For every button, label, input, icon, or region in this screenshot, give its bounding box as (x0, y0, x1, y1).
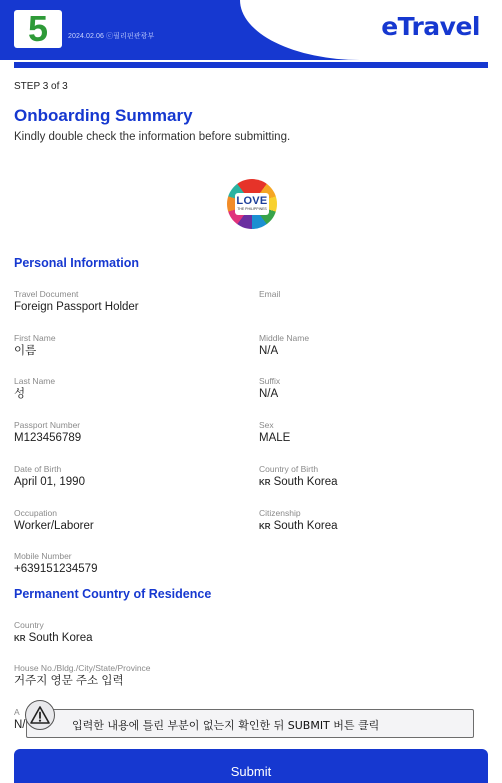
field-label: Last Name (14, 376, 56, 386)
occupation-field (14, 508, 94, 533)
love-the-philippines-logo (227, 179, 277, 229)
field-value: +639151234579 (14, 563, 98, 575)
field-label: House No./Bldg./City/State/Province (14, 663, 151, 673)
field-value: MALE (259, 432, 291, 444)
logo-subtext: THE PHILIPPINES (237, 207, 267, 211)
field-label: Country of Birth (259, 464, 319, 474)
field-label: Citizenship (259, 508, 301, 518)
page-title: Onboarding Summary (14, 106, 193, 125)
step-number: 5 (27, 8, 49, 49)
field-value: N/ (14, 719, 26, 731)
country-name: South Korea (273, 520, 338, 532)
country-name: South Korea (28, 632, 93, 644)
notice-text: 입력한 내용에 틀린 부분이 없는지 확인한 뒤 SUBMIT 버튼 클릭 (72, 719, 380, 732)
country-code: KR (259, 478, 271, 487)
field-value (259, 475, 338, 490)
field-label: Travel Document (14, 289, 79, 299)
suffix-field (259, 376, 280, 401)
field-label: Occupation (14, 508, 57, 518)
logo-text: LOVE (236, 195, 268, 207)
country-of-birth-field (259, 464, 338, 490)
field-label: Email (259, 289, 281, 299)
country-name: South Korea (273, 476, 338, 488)
travel-document-field (14, 289, 139, 314)
residence-heading: Permanent Country of Residence (14, 587, 212, 601)
last-name-field (14, 376, 55, 401)
warning-icon (25, 700, 55, 730)
field-label: Suffix (259, 376, 281, 386)
field-value: 이름 (14, 345, 37, 357)
mobile-number-field (14, 551, 97, 576)
personal-information-heading: Personal Information (14, 256, 140, 270)
field-value: April 01, 1990 (14, 476, 85, 488)
step-indicator: STEP 3 of 3 (14, 81, 68, 92)
field-value: N/A (259, 345, 279, 357)
field-value (14, 631, 93, 646)
field-label: Date of Birth (14, 464, 62, 474)
field-value: M123456789 (14, 432, 82, 444)
passport-number-field (14, 420, 81, 445)
submit-button[interactable]: Submit (14, 749, 488, 783)
country-code: KR (259, 522, 271, 531)
first-name-field (14, 333, 56, 358)
field-value: Foreign Passport Holder (14, 301, 139, 313)
page-subtitle: Kindly double check the information before submitting. (14, 131, 291, 143)
progress-bar (14, 62, 488, 68)
field-label: A (14, 707, 20, 717)
field-value: N/A (259, 388, 279, 400)
field-label: Passport Number (14, 420, 81, 430)
header-caption: 2024.02.06 ⓒ필리핀관광부 (68, 33, 155, 40)
field-value: Worker/Laborer (14, 520, 94, 532)
etravel-logo: eTravel (381, 12, 480, 41)
partially-hidden-field (14, 707, 26, 732)
field-label: Sex (259, 420, 274, 430)
date-of-birth-field (14, 464, 85, 489)
step-number-badge (14, 10, 62, 48)
field-value (259, 519, 338, 534)
address-field (14, 663, 151, 688)
field-label: Mobile Number (14, 551, 72, 561)
field-value: 성 (14, 388, 26, 400)
email-field (259, 289, 280, 300)
app-header (0, 0, 502, 60)
residence-country-field (14, 620, 93, 646)
field-value: 거주지 영문 주소 입력 (14, 675, 124, 687)
middle-name-field (259, 333, 309, 358)
citizenship-field (259, 508, 338, 534)
country-code: KR (14, 634, 26, 643)
field-label: First Name (14, 333, 56, 343)
field-label: Country (14, 620, 44, 630)
field-label: Middle Name (259, 333, 310, 343)
sex-field (259, 420, 290, 445)
